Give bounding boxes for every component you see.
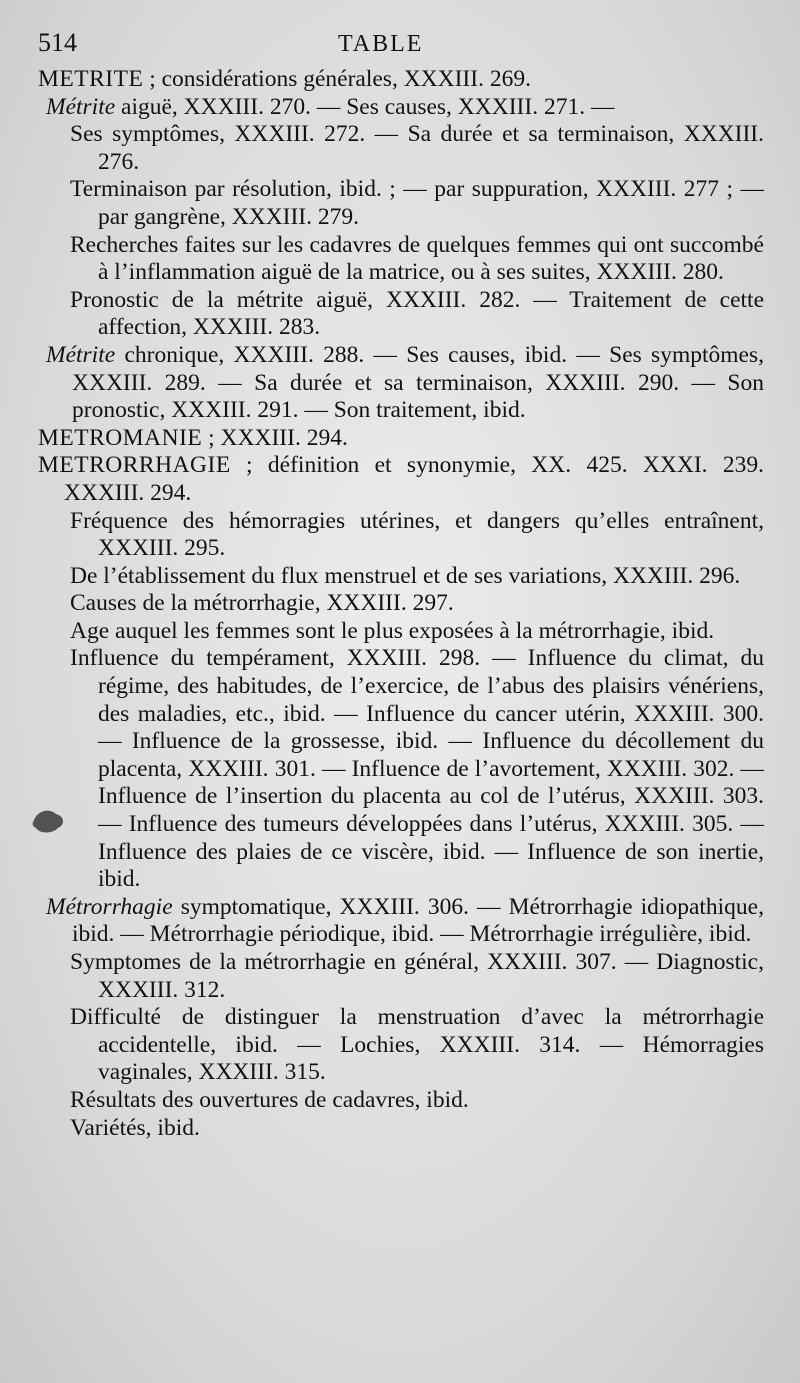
- index-subentry: [70, 1115, 764, 1143]
- page-header: [38, 28, 764, 66]
- entry-text: Symptomes de la métrorrhagie en général, XXXIII. 307. — Diagnostic, XXXIII. 312.: [70, 949, 764, 1003]
- entry-text: Age auquel les femmes sont le plus exposées à la métrorrhagie, ibid.: [70, 617, 715, 644]
- entry-lead: Métrorrhagie: [46, 893, 173, 920]
- index-entry-metromanie: [38, 425, 764, 453]
- entry-text: ; XXXIII. 294.: [202, 424, 348, 451]
- entry-text: Terminaison par résolution, ibid. ; — par suppuration, XXXIII. 277 ; — par gangrène, XXXIII. 279.: [70, 176, 764, 230]
- entry-text: aiguë, XXXIII. 270. — Ses causes, XXXIII. 271. —: [115, 93, 615, 120]
- index-subentry: [70, 645, 764, 893]
- entry-lead: METRITE: [38, 66, 144, 92]
- index-subentry: [70, 590, 764, 618]
- index-subentry: [70, 618, 764, 646]
- index-subentry: [70, 508, 764, 563]
- index-entry-metrite-aigue: [46, 94, 764, 122]
- index-subentry: [70, 287, 764, 342]
- index-entry-metrorrhagie: [38, 452, 764, 507]
- index-subentry: [70, 949, 764, 1004]
- entry-text: ; définition et synonymie, XX. 425. XXXI. 239. XXXIII. 294.: [64, 452, 764, 506]
- entry-text: Difficulté de distinguer la menstruation d’avec la métrorrhagie accidentelle, ibid. — Lochies, XXXIII. 314. — Hémorragies vaginales, XXXIII. 315.: [70, 1004, 764, 1086]
- ink-stain: [30, 806, 68, 836]
- index-subentry: [70, 121, 764, 176]
- index-subentry: [70, 176, 764, 231]
- index-entry-metrite: [38, 66, 764, 94]
- entry-text: Influence du tempérament, XXXIII. 298. — Influence du climat, du régime, des habitudes, de l’exercice, de l’abus des plaisirs vénériens, des maladies, etc., ibid. — Influence du cancer utérin, XXXIII. 300. — Influence de la grossesse, ibid. — Influence du décollement du placenta, XXXIII. 301. — Influence de l’avortement, XXXIII. 302. — Influence de l’insertion du placenta au col de l’utérus, XXXIII. 303. — Influence des tumeurs développées dans l’utérus, XXXIII. 305. — Influence des plaies de ce viscère, ibid. — Influence de son inertie, ibid.: [70, 645, 764, 893]
- entry-lead: Métrite: [46, 341, 116, 368]
- entry-lead: METROMANIE: [38, 424, 203, 451]
- index-entries: [38, 66, 764, 1142]
- entry-text: Ses symptômes, XXXIII. 272. — Sa durée et sa terminaison, XXXIII. 276.: [70, 121, 764, 175]
- index-entry-metrite-chronique: [46, 342, 764, 425]
- running-head: TABLE: [338, 31, 424, 57]
- entry-lead: METRORRHAGIE: [38, 452, 231, 479]
- index-subentry: [70, 232, 764, 287]
- index-entry-metrorrhagie-symptomatique: [46, 894, 764, 949]
- page-number: 514: [38, 28, 77, 57]
- entry-text: symptomatique, XXXIII. 306. — Métrorrhagie idiopathique, ibid. — Métrorrhagie périodique, ibid. — Métrorrhagie irrégulière, ibid.: [72, 893, 764, 948]
- entry-text: ; considérations générales, XXXIII. 269.: [143, 66, 531, 92]
- entry-text: chronique, XXXIII. 288. — Ses causes, ibid. — Ses symptômes, XXXIII. 289. — Sa durée et sa terminaison, XXXIII. 290. — Son pronostic, XXXIII. 291. — Son traitement, ibid.: [72, 341, 764, 424]
- entry-text: Résultats des ouvertures de cadavres, ibid.: [70, 1086, 469, 1113]
- entry-text: Pronostic de la métrite aiguë, XXXIII. 282. — Traitement de cette affection, XXXIII. 283.: [70, 286, 764, 341]
- entry-text: Fréquence des hémorragies utérines, et dangers qu’elles entraînent, XXXIII. 295.: [70, 507, 764, 562]
- entry-text: De l’établissement du flux menstruel et de ses variations, XXXIII. 296.: [70, 562, 741, 589]
- index-subentry: [70, 1004, 764, 1087]
- index-subentry: [70, 563, 764, 591]
- index-subentry: [70, 1087, 764, 1115]
- entry-text: Variétés, ibid.: [70, 1114, 200, 1141]
- entry-text: Recherches faites sur les cadavres de quelques femmes qui ont succombé à l’inflammation aiguë de la matrice, ou à ses suites, XXXIII. 280.: [70, 231, 764, 286]
- entry-text: Causes de la métrorrhagie, XXXIII. 297.: [70, 590, 454, 617]
- entry-lead: Métrite: [46, 93, 116, 120]
